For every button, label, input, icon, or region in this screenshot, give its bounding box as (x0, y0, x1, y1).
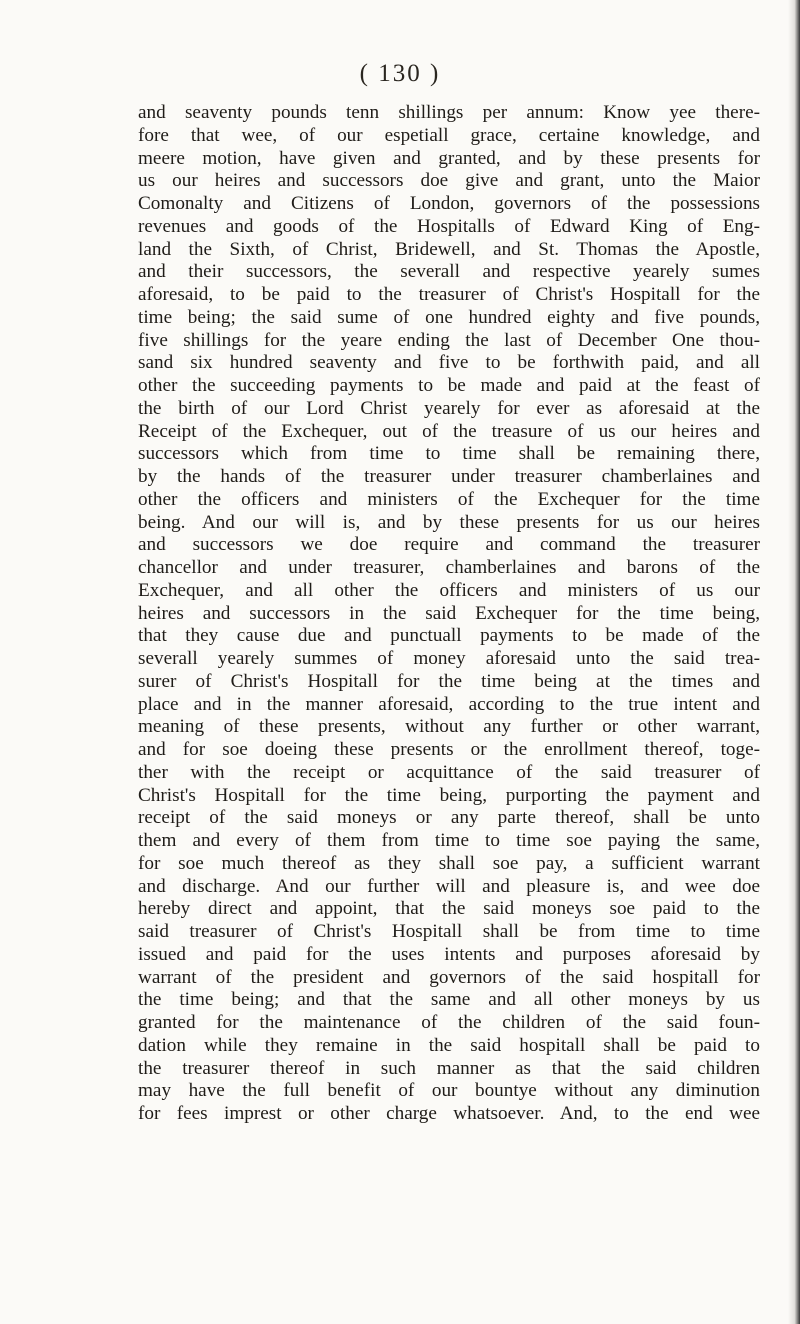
text-line: chancellor and under treasurer, chamberlaines and barons of the (138, 557, 760, 578)
text-line: revenues and goods of the Hospitalls of Edward King of Eng- (138, 215, 760, 237)
text-line: fore that wee, of our espetiall grace, certaine knowledge, and (138, 124, 760, 146)
text-line: being. And our will is, and by these presents for us our heires (138, 511, 760, 533)
text-line: and seaventy pounds tenn shillings per annum: Know yee there- (138, 102, 760, 123)
body-text (138, 102, 760, 1126)
text-line: five shillings for the yeare ending the last of December One thou- (138, 329, 760, 351)
text-line: aforesaid, to be paid to the treasurer of Christ's Hospitall for the (138, 284, 760, 305)
text-line: meaning of these presents, without any further or other warrant, (138, 716, 760, 738)
text-line: granted for the maintenance of the children of the said foun- (138, 1012, 760, 1033)
text-line: that they cause due and punctuall payments to be made of the (138, 625, 760, 647)
page-number: ( 130 ) (359, 60, 441, 87)
text-line: for soe much thereof as they shall soe pay, a sufficient warrant (138, 852, 760, 874)
text-line: and discharge. And our further will and pleasure is, and wee doe (138, 875, 760, 897)
text-line: us our heires and successors doe give and grant, unto the Maior (138, 170, 760, 192)
text-line: Comonalty and Citizens of London, governors of the possessions (138, 193, 760, 214)
text-line: other the succeeding payments to be made and paid at the feast of (138, 375, 760, 396)
text-line: the birth of our Lord Christ yearely for ever as aforesaid at the (138, 397, 760, 419)
text-line: successors which from time to time shall be remaining there, (138, 443, 760, 465)
text-line: issued and paid for the uses intents and purposes aforesaid by (138, 943, 760, 965)
text-line: for fees imprest or other charge whatsoever. And, to the end wee (138, 1103, 760, 1124)
text-line: time being; the said sume of one hundred eighty and five pounds, (138, 306, 760, 328)
text-line: place and in the manner aforesaid, according to the true intent and (138, 693, 760, 715)
text-line: meere motion, have given and granted, and by these presents for (138, 147, 760, 169)
text-line: may have the full benefit of our bountye without any diminution (138, 1080, 760, 1102)
text-line: and for soe doeing these presents or the enrollment thereof, toge- (138, 739, 760, 760)
text-line: sand six hundred seaventy and five to be forthwith paid, and all (138, 352, 760, 374)
text-line: Exchequer, and all other the officers and ministers of us our (138, 579, 760, 601)
text-line: ther with the receipt or acquittance of the said treasurer of (138, 761, 760, 783)
text-line: the treasurer thereof in such manner as that the said children (138, 1057, 760, 1079)
text-line: Christ's Hospitall for the time being, purporting the payment and (138, 784, 760, 806)
text-line: dation while they remaine in the said hospitall shall be paid to (138, 1034, 760, 1056)
text-line: land the Sixth, of Christ, Bridewell, and St. Thomas the Apostle, (138, 238, 760, 260)
text-line: and their successors, the severall and respective yearely sumes (138, 261, 760, 283)
text-line: heires and successors in the said Exchequer for the time being, (138, 602, 760, 624)
text-line: receipt of the said moneys or any parte thereof, shall be unto (138, 807, 760, 829)
text-line: by the hands of the treasurer under treasurer chamberlaines and (138, 466, 760, 487)
text-line: other the officers and ministers of the Exchequer for the time (138, 488, 760, 510)
text-line: hereby direct and appoint, that the said moneys soe paid to the (138, 898, 760, 920)
text-line: and successors we doe require and command the treasurer (138, 534, 760, 556)
text-line: warrant of the president and governors of the said hospitall for (138, 966, 760, 988)
page-edge-shadow (788, 0, 800, 1324)
text-line: the time being; and that the same and all other moneys by us (138, 989, 760, 1011)
text-line: them and every of them from time to time soe paying the same, (138, 830, 760, 851)
text-line: said treasurer of Christ's Hospitall shall be from time to time (138, 921, 760, 942)
text-line: Receipt of the Exchequer, out of the treasure of us our heires and (138, 420, 760, 442)
text-line: severall yearely summes of money aforesaid unto the said trea- (138, 648, 760, 669)
text-line: surer of Christ's Hospitall for the time being at the times and (138, 670, 760, 692)
